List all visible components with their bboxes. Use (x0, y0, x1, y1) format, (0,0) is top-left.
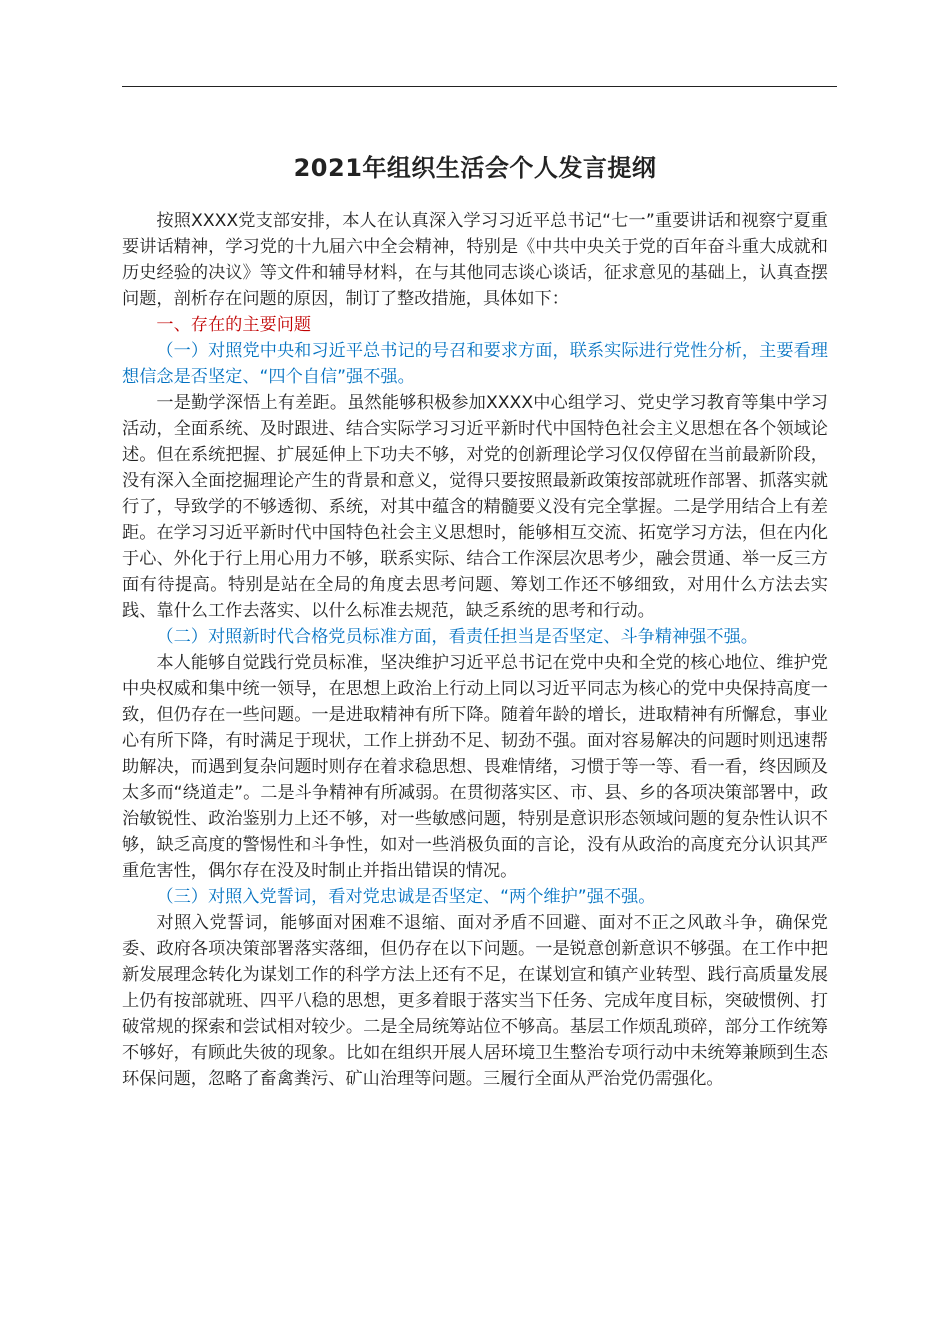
subsection-body-2: 本人能够自觉践行党员标准，坚决维护习近平总书记在党中央和全党的核心地位、维护党中央权威和集中统一领导，在思想上政治上行动上同以习近平同志为核心的党中央保持高度一致，但仍存在一些问题。一是进取精神有所下降。随着年龄的增长，进取精神有所懈怠，事业心有所下降，有时满足于现状，工作上拼劲不足、韧劲不强。面对容易解决的问题时则迅速帮助解决，而遇到复杂问题时则存在着求稳思想、畏难情绪，习惯于等一等、看一看，终因顾及太多而“绕道走”。二是斗争精神有所减弱。在贯彻落实区、市、县、乡的各项决策部署中，政治敏锐性、政治鉴别力上还不够，对一些敏感问题，特别是意识形态领域问题的复杂性认识不够，缺乏高度的警惕性和斗争性，如对一些消极负面的言论，没有从政治的高度充分认识其严重危害性，偶尔存在没及时制止并指出错误的情况。 (122, 653, 828, 881)
document-title: 2021年组织生活会个人发言提纲 (293, 154, 657, 182)
intro-paragraph: 按照XXXX党支部安排，本人在认真深入学习习近平总书记“七一”重要讲话和视察宁夏重要讲话精神，学习党的十九届六中全会精神，特别是《中共中央关于党的百年奋斗重大成就和历史经验的决议》等文件和辅导材料，在与其他同志谈心谈话，征求意见的基础上，认真查摆问题，剖析存在问题的原因，制订了整改措施，具体如下： (122, 211, 828, 309)
document-body (122, 146, 828, 1092)
header-rule (122, 86, 837, 87)
section-heading-1: 一、存在的主要问题 (156, 315, 312, 335)
subsection-heading-1: （一）对照党中央和习近平总书记的号召和要求方面，联系实际进行党性分析，主要看理想信念是否坚定、“四个自信”强不强。 (122, 341, 828, 387)
subsection-body-1: 一是勤学深悟上有差距。虽然能够积极参加XXXX中心组学习、党史学习教育等集中学习活动，全面系统、及时跟进、结合实际学习习近平新时代中国特色社会主义思想在各个领域论述。但在系统把握、扩展延伸上下功夫不够，对党的创新理论学习仅仅停留在当前最新阶段，没有深入全面挖掘理论产生的背景和意义，觉得只要按照最新政策按部就班作部署、抓落实就行了，导致学的不够透彻、系统，对其中蕴含的精髓要义没有完全掌握。二是学用结合上有差距。在学习习近平新时代中国特色社会主义思想时，能够相互交流、拓宽学习方法，但在内化于心、外化于行上用心用力不够，联系实际、结合工作深层次思考少，融会贯通、举一反三方面有待提高。特别是站在全局的角度去思考问题、筹划工作还不够细致，对用什么方法去实践、靠什么工作去落实、以什么标准去规范，缺乏系统的思考和行动。 (122, 393, 828, 621)
subsection-heading-2: （二）对照新时代合格党员标准方面，看责任担当是否坚定、斗争精神强不强。 (156, 627, 758, 647)
subsection-body-3: 对照入党誓词，能够面对困难不退缩、面对矛盾不回避、面对不正之风敢斗争，确保党委、政府各项决策部署落实落细，但仍存在以下问题。一是锐意创新意识不够强。在工作中把新发展理念转化为谋划工作的科学方法上还有不足，在谋划宣和镇产业转型、践行高质量发展上仍有按部就班、四平八稳的思想，更多着眼于落实当下任务、完成年度目标，突破惯例、打破常规的探索和尝试相对较少。二是全局统筹站位不够高。基层工作烦乱琐碎，部分工作统筹不够好，有顾此失彼的现象。比如在组织开展人居环境卫生整治专项行动中未统筹兼顾到生态环保问题，忽略了畜禽粪污、矿山治理等问题。三履行全面从严治党仍需强化。 (122, 913, 828, 1089)
subsection-heading-3: （三）对照入党誓词，看对党忠诚是否坚定、“两个维护”强不强。 (156, 887, 656, 907)
